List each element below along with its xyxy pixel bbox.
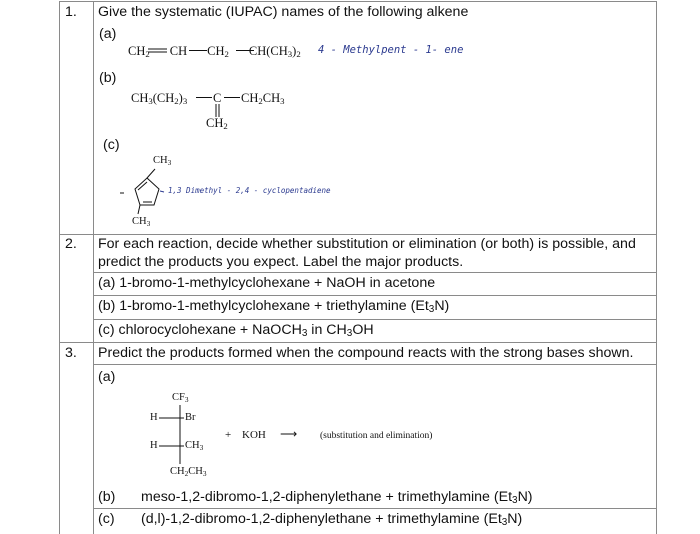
q1c-bottom-methyl: $CH_3$	[132, 216, 151, 228]
q3b-label: (b)	[98, 489, 116, 505]
q3-prompt: Predict the products formed when the compound reacts with the strong bases shown.	[98, 345, 634, 361]
q2-part-c: (c) chlorocyclohexane + NaOCH$_3$ in $CH_3OH$	[98, 322, 374, 339]
q3a-br: Br	[185, 412, 196, 423]
q2-part-b: (b) 1-bromo-1-methylcyclohexane + triethylamine $(Et_3N)$	[98, 298, 450, 315]
q3a-ethyl: $CH_2CH_3$	[170, 466, 207, 478]
q3a-h-lower: H	[150, 440, 158, 451]
q1b-methylene: $CH_2$	[206, 116, 228, 131]
q3c-label: (c)	[98, 511, 115, 527]
q2-number: 2.	[65, 236, 77, 252]
q2-prompt-line1: For each reaction, decide whether substitution or elimination (or both) is possible, and	[98, 236, 636, 252]
q2-prompt-line2: predict the products you expect. Label the major products.	[98, 254, 464, 270]
q1b-central-carbon: C	[213, 91, 222, 105]
q3c-text: (d,l)-1,2-dibromo-1,2-diphenylethane + trimethylamine $(Et_3N)$	[141, 511, 523, 528]
q1c-label: (c)	[103, 137, 120, 153]
q1b-formula-left: $CH_3(CH_2)_3$	[131, 91, 188, 106]
q2-part-a: (a) 1-bromo-1-methylcyclohexane + NaOH in acetone	[98, 275, 436, 291]
q3a-h-upper: H	[150, 412, 158, 423]
q3a-plus: +	[225, 429, 232, 441]
q3a-reagent: KOH	[242, 429, 266, 441]
q3-sub-divider-b	[93, 508, 656, 509]
q3a-arrow: ⟶	[280, 427, 298, 441]
q3a-note: (substitution and elimination)	[320, 431, 433, 441]
q1-prompt: Give the systematic (IUPAC) names of the following alkene	[98, 4, 469, 20]
q1b-label: (b)	[99, 70, 117, 86]
q3-number: 3.	[65, 345, 77, 361]
q3a-label: (a)	[98, 369, 116, 385]
q1c-top-methyl: $CH_3$	[153, 155, 172, 167]
q3a-ch3: $CH_3$	[185, 440, 204, 452]
q1b-formula-right: $CH_2CH_3$	[241, 91, 285, 106]
q1a-label: (a)	[99, 26, 117, 42]
q3b-text: meso-1,2-dibromo-1,2-diphenylethane + trimethylamine $(Et_3N)$	[141, 489, 533, 506]
q1-number: 1.	[65, 4, 77, 20]
q1c-handwritten-answer: 1,3 Dimethyl - 2,4 - cyclopentadiene	[168, 186, 331, 195]
q1a-formula: $CH_2$ CH $CH_2$ $CH(CH_3)_2$	[128, 44, 301, 59]
q1a-handwritten-answer: 4 - Methylpent - 1- ene	[318, 44, 464, 56]
q3a-cf3: $CF_3$	[172, 392, 189, 404]
